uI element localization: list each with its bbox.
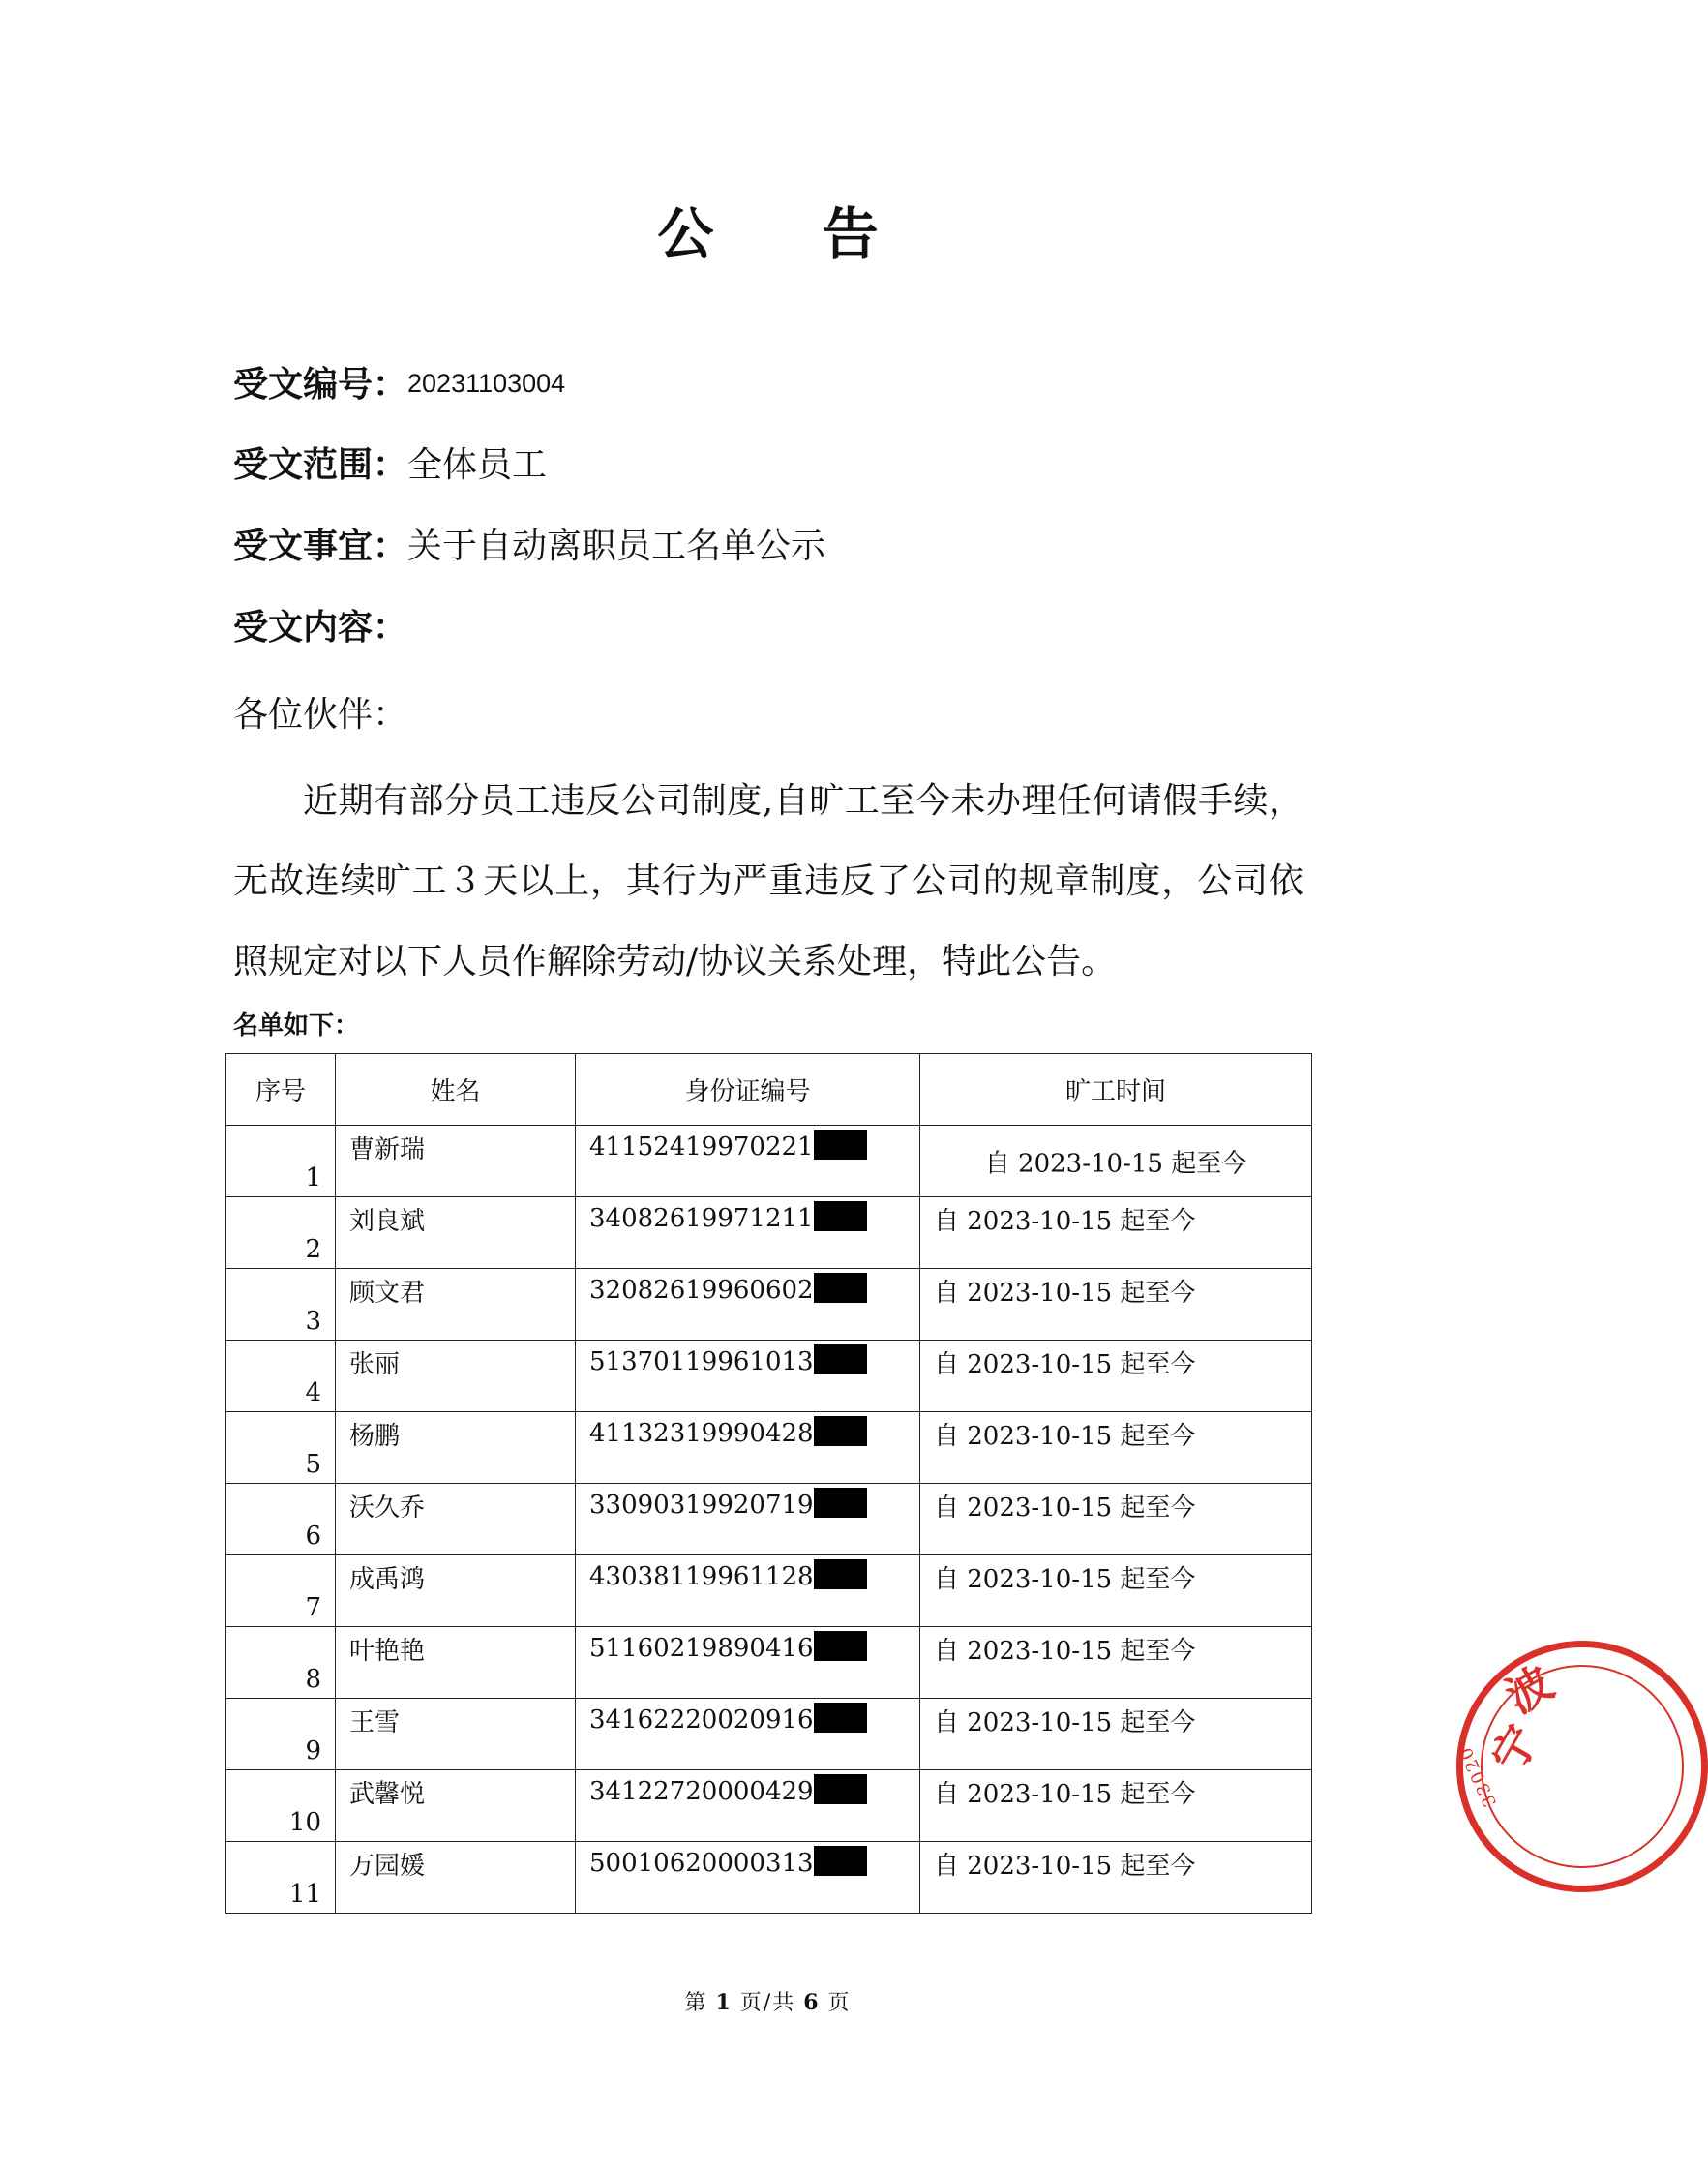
row-id-visible: 41152419970221 [589, 1132, 814, 1162]
footer-pre: 第 [684, 1991, 708, 2015]
header-id-number: 身份证编号 [576, 1054, 920, 1126]
row-name-cell [336, 1555, 576, 1627]
doc-number-label: 受文编号： [233, 364, 408, 405]
row-index: 7 [305, 1593, 321, 1622]
seal-char-2: 波 [1497, 1655, 1562, 1724]
table-row [226, 1197, 1312, 1269]
table-row [226, 1412, 1312, 1484]
row-name-cell [336, 1197, 576, 1269]
row-index: 5 [305, 1450, 321, 1479]
row-absence-time: 自 2023-10-15 起至今 [934, 1565, 1196, 1594]
row-id-visible: 50010620000313 [589, 1849, 814, 1878]
row-name: 叶艳艳 [349, 1637, 426, 1666]
row-id-visible: 43038119961128 [589, 1562, 814, 1591]
row-index: 6 [305, 1522, 321, 1551]
row-absence-time: 自 2023-10-15 起至今 [934, 1494, 1196, 1523]
row-name-cell [336, 1842, 576, 1914]
row-index-cell [226, 1126, 336, 1197]
row-name-cell [336, 1341, 576, 1412]
table-row [226, 1484, 1312, 1555]
redaction-block [814, 1631, 867, 1661]
company-seal [1456, 1641, 1708, 1892]
row-absence-cell [920, 1484, 1312, 1555]
scope-label: 受文范围： [233, 444, 408, 485]
row-index: 3 [305, 1307, 321, 1336]
row-id-visible: 32082619960602 [589, 1276, 814, 1305]
redaction-block [814, 1416, 867, 1446]
row-name-cell [336, 1699, 576, 1770]
row-index-cell [226, 1197, 336, 1269]
doc-number-value: 20231103004 [407, 369, 566, 398]
row-id-cell [576, 1699, 920, 1770]
row-absence-cell [920, 1842, 1312, 1914]
row-absence-time: 自 2023-10-15 起至今 [934, 1422, 1196, 1451]
row-name-cell [336, 1627, 576, 1699]
row-absence-cell [920, 1627, 1312, 1699]
row-name: 万园媛 [349, 1852, 426, 1881]
row-absence-time: 自 2023-10-15 起至今 [934, 1279, 1196, 1308]
footer-page: 1 [715, 1990, 733, 2015]
row-absence-cell [920, 1197, 1312, 1269]
row-index-cell [226, 1412, 336, 1484]
notice-title: 公 告 [657, 201, 923, 267]
row-absence-cell [920, 1269, 1312, 1341]
notice-body: 近期有部分员工违反公司制度,自旷工至今未办理任何请假手续，无故连续旷工３天以上，其行为严重违反了公司的规章制度，公司依照规定对以下人员作解除劳动/协议关系处理，特此公告。 [233, 781, 1303, 981]
row-id-number [589, 1201, 867, 1233]
header-absence-time: 旷工时间 [920, 1054, 1312, 1126]
row-name: 成禹鸿 [349, 1565, 426, 1594]
row-name-cell [336, 1269, 576, 1341]
content-row [233, 606, 407, 649]
table-row [226, 1842, 1312, 1914]
redaction-block [814, 1488, 867, 1518]
row-id-cell [576, 1197, 920, 1269]
doc-number-row [233, 362, 565, 407]
table-row [226, 1627, 1312, 1699]
redaction-block [814, 1846, 867, 1876]
row-id-cell [576, 1269, 920, 1341]
row-absence-cell [920, 1341, 1312, 1412]
content-label: 受文内容： [233, 607, 408, 648]
row-index-cell [226, 1842, 336, 1914]
page-footer [0, 1986, 1536, 2016]
table-header-row [226, 1054, 1312, 1126]
row-id-cell [576, 1627, 920, 1699]
row-id-number [589, 1631, 867, 1663]
row-absence-cell [920, 1699, 1312, 1770]
row-absence-time: 自 2023-10-15 起至今 [934, 1350, 1196, 1379]
footer-total: 6 [803, 1990, 821, 2015]
row-index-cell [226, 1269, 336, 1341]
row-id-number [589, 1703, 867, 1735]
row-name: 沃久乔 [349, 1494, 426, 1523]
table-row [226, 1341, 1312, 1412]
row-absence-time: 自 2023-10-15 起至今 [934, 1780, 1196, 1809]
redaction-block [814, 1201, 867, 1231]
row-name: 顾文君 [349, 1279, 426, 1308]
row-name: 张丽 [349, 1350, 401, 1379]
seal-code: 33020 [1454, 1742, 1502, 1810]
row-id-visible: 51370119961013 [589, 1347, 814, 1376]
row-id-visible: 34162220020916 [589, 1705, 814, 1735]
row-index-cell [226, 1484, 336, 1555]
row-id-cell [576, 1842, 920, 1914]
subject-value: 关于自动离职员工名单公示 [407, 527, 826, 566]
row-index-cell [226, 1699, 336, 1770]
row-absence-cell [920, 1412, 1312, 1484]
row-absence-time: 自 2023-10-15 起至今 [934, 1637, 1196, 1666]
row-name: 曹新瑞 [349, 1135, 426, 1164]
table-row [226, 1770, 1312, 1842]
redaction-block [814, 1344, 867, 1374]
redaction-block [814, 1774, 867, 1804]
header-name: 姓名 [336, 1054, 576, 1126]
row-name-cell [336, 1412, 576, 1484]
row-name: 杨鹏 [349, 1422, 401, 1451]
scope-value: 全体员工 [407, 445, 548, 485]
row-absence-time: 自 2023-10-15 起至今 [984, 1149, 1247, 1178]
table-row [226, 1269, 1312, 1341]
redaction-block [814, 1273, 867, 1303]
row-id-cell [576, 1126, 920, 1197]
row-id-cell [576, 1412, 920, 1484]
row-index: 10 [288, 1808, 321, 1837]
row-id-number [589, 1488, 867, 1520]
row-index: 2 [305, 1235, 321, 1264]
row-id-number [589, 1846, 867, 1878]
row-id-number [589, 1559, 867, 1591]
table-row [226, 1126, 1312, 1197]
row-id-number [589, 1416, 867, 1448]
row-index-cell [226, 1627, 336, 1699]
header-index: 序号 [226, 1054, 336, 1126]
row-id-visible: 34122720000429 [589, 1777, 814, 1806]
table-row [226, 1699, 1312, 1770]
seal-char-1: 宁 [1481, 1716, 1549, 1781]
row-id-visible: 33090319920719 [589, 1491, 814, 1520]
subject-row [233, 525, 825, 568]
row-index: 8 [305, 1665, 321, 1694]
footer-mid: 页/共 [739, 1991, 796, 2015]
scope-row [233, 443, 547, 487]
row-index-cell [226, 1555, 336, 1627]
row-index: 9 [305, 1736, 321, 1766]
row-id-number [589, 1273, 867, 1305]
row-id-number [589, 1344, 867, 1376]
row-absence-time: 自 2023-10-15 起至今 [934, 1852, 1196, 1881]
row-absence-cell [920, 1126, 1312, 1197]
subject-label: 受文事宜： [233, 526, 408, 566]
row-index: 4 [305, 1378, 321, 1407]
row-index-cell [226, 1341, 336, 1412]
row-index: 11 [288, 1880, 321, 1909]
row-name: 刘良斌 [349, 1207, 426, 1236]
row-absence-time: 自 2023-10-15 起至今 [934, 1708, 1196, 1737]
row-id-visible: 51160219890416 [589, 1634, 814, 1663]
row-absence-time: 自 2023-10-15 起至今 [934, 1207, 1196, 1236]
row-name-cell [336, 1484, 576, 1555]
row-id-cell [576, 1555, 920, 1627]
row-name: 王雪 [349, 1708, 401, 1737]
greeting: 各位伙伴： [233, 695, 408, 735]
redaction-block [814, 1559, 867, 1589]
row-id-cell [576, 1770, 920, 1842]
row-id-number [589, 1130, 867, 1162]
row-index-cell [226, 1770, 336, 1842]
row-id-visible: 41132319990428 [589, 1419, 814, 1448]
list-heading: 名单如下： [233, 1011, 360, 1041]
row-id-cell [576, 1341, 920, 1412]
footer-post: 页 [827, 1991, 852, 2015]
table-row [226, 1555, 1312, 1627]
row-name-cell [336, 1770, 576, 1842]
row-id-number [589, 1774, 867, 1806]
row-id-cell [576, 1484, 920, 1555]
redaction-block [814, 1703, 867, 1733]
row-name: 武馨悦 [349, 1780, 426, 1809]
row-name-cell [336, 1126, 576, 1197]
redaction-block [814, 1130, 867, 1160]
row-id-visible: 34082619971211 [589, 1204, 814, 1233]
row-index: 1 [305, 1163, 321, 1192]
row-absence-cell [920, 1555, 1312, 1627]
row-absence-cell [920, 1770, 1312, 1842]
employee-table [225, 1053, 1312, 1914]
